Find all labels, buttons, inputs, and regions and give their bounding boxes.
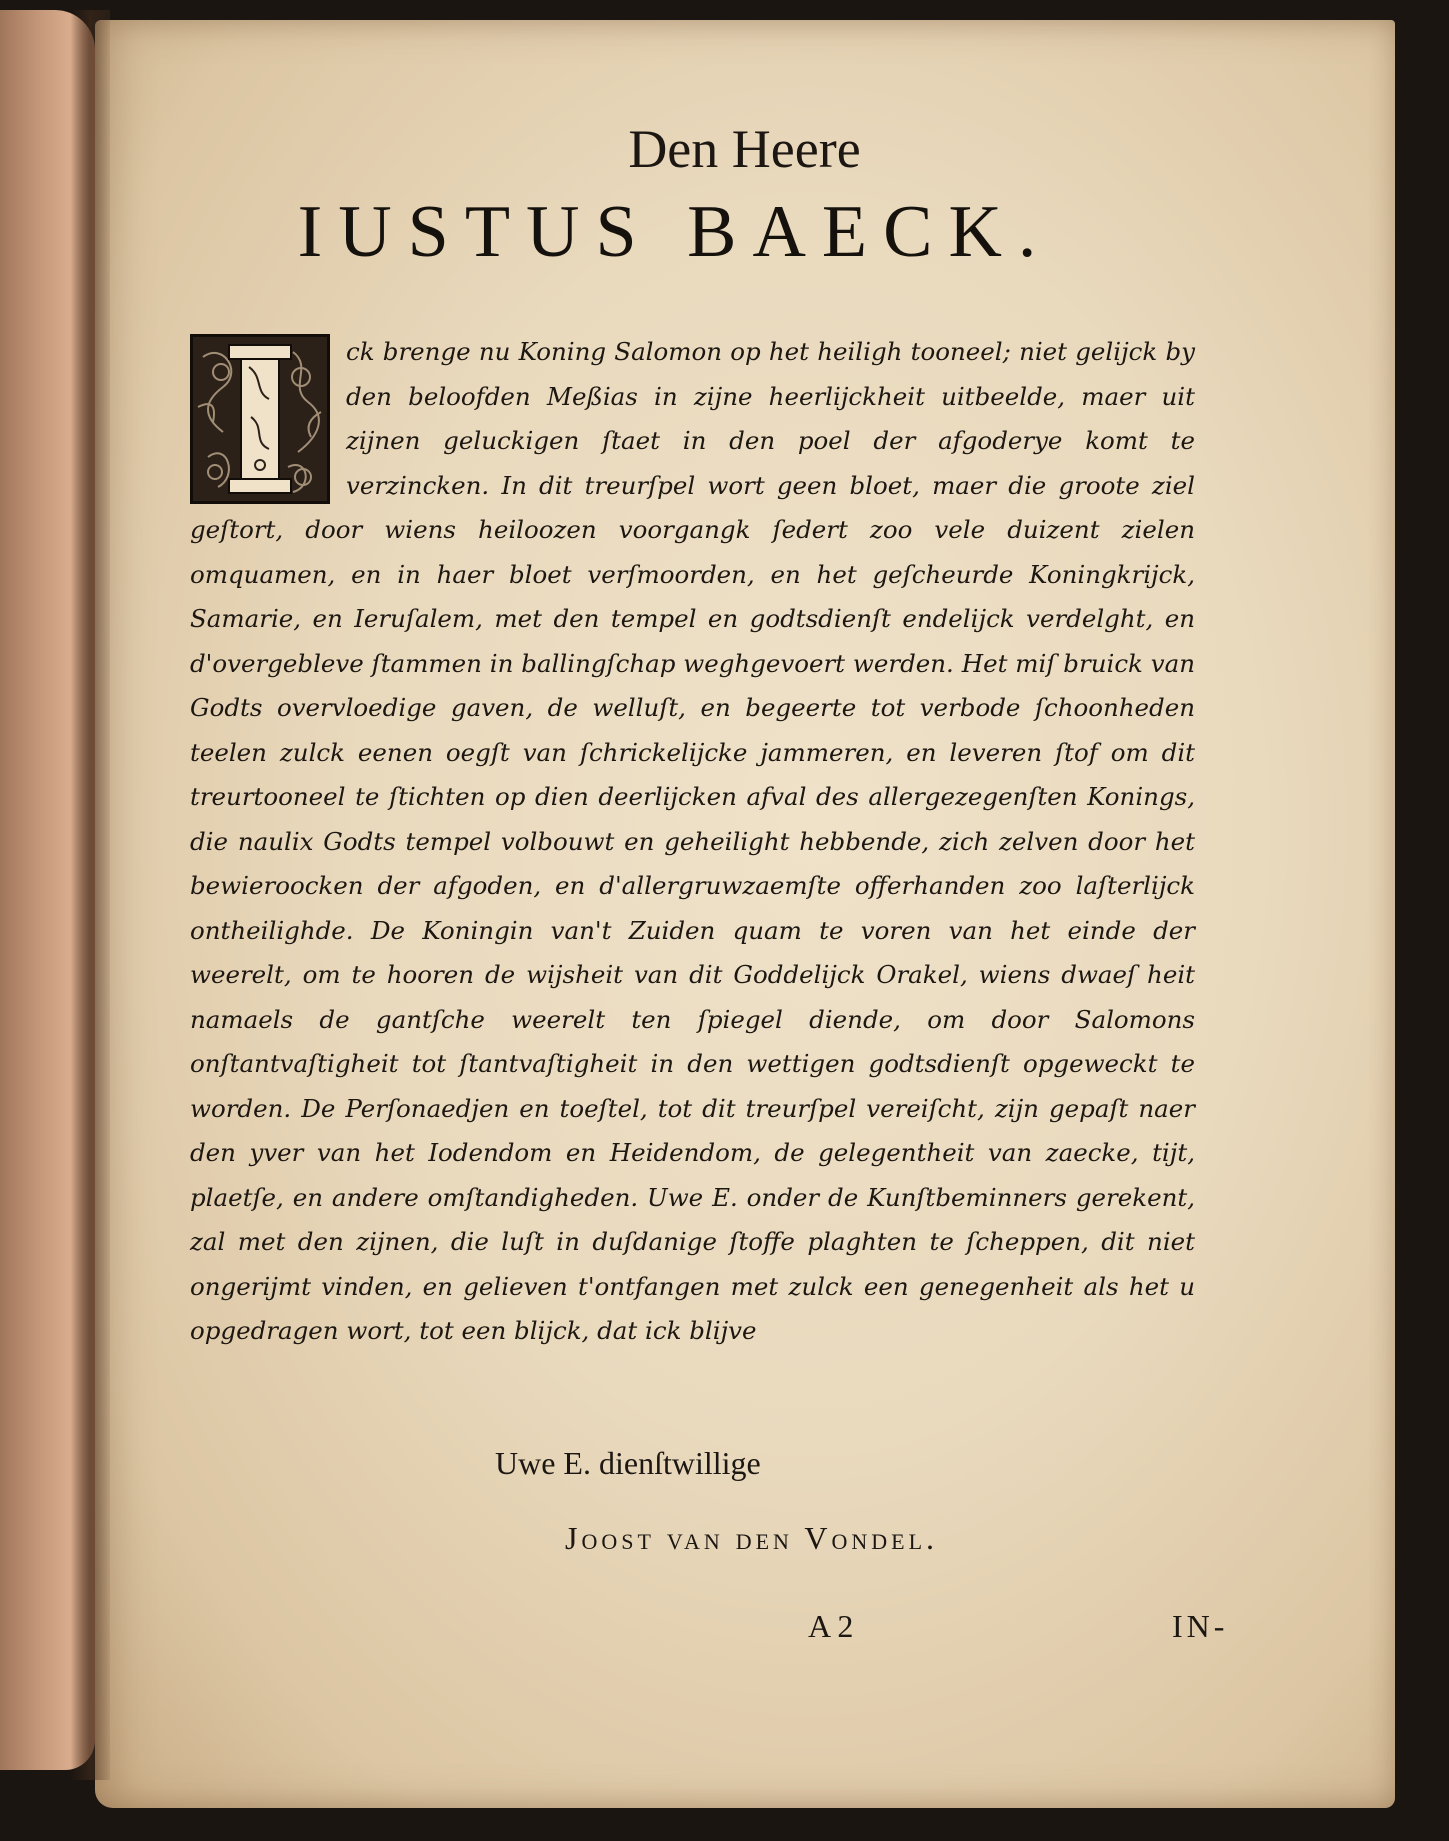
decorated-initial-icon: [193, 337, 327, 501]
dedicatee-title: IUSTUS BAECK.: [297, 191, 1053, 273]
dedication-body: [190, 330, 1195, 1354]
body-text: ck brenge nu Koning Salomon op het heiligh tooneel; niet gelijck by den beloofden Meßias in zijne heerlijckheit uitbeelde, maer uit zijnen geluckigen ſtaet in den poel der afgoderye komt te verzincken. In dit treurſpel wort geen bloet, maer die groote ziel geſtort, door wiens heiloozen voorgangk ſedert zoo vele duizent zielen omquamen, en in haer bloet verſmoorden, en het geſcheurde Koningkrijck, Samarie, en Ieruſalem, met den tempel en godtsdienſt endelijck verdelght, en d'overgebleve ſtammen in ballingſchap weghgevoert werden. Het miſ bruick van Godts overvloedige gaven, de welluſt, en begeerte tot verbode ſchoonheden teelen zulck eenen oegſt van ſchrickelijcke jammeren, en leveren ſtof om dit treurtooneel te ſtichten op dien deerlijcken afval des allergezegenſten Konings, die naulix Godts tempel volbouwt en geheilight hebbende, zich zelven door het bewieroocken der afgoden, en d'allergruwzaemſte offerhanden zoo laſterlijck ontheilighde. De Koningin van't Zuiden quam te voren van het einde der weerelt, om te hooren de wijsheit van dit Goddelijck Orakel, wiens dwaeſ heit namaels de gantſche weerelt ten ſpiegel diende, om door Salomons onſtantvaſtigheit tot ſtantvaſtigheit in den wettigen godtsdienſt opgeweckt te worden. De Perſonaedjen en toeſtel, tot dit treurſpel vereiſcht, zijn gepaſt naer den yver van het Iodendom en Heidendom, de gelegentheit van zaecke, tijt, plaetſe, en andere omſtandigheden. Uwe E. onder de Kunſtbeminners gerekent, zal met den zijnen, die luſt in duſdanige ſtoffe plaghten te ſcheppen, dit niet ongerijmt vinden, en gelieven t'ontfangen met zulck een genegenheit als het u opgedragen wort, tot een blijck, dat ick blijve: [190, 337, 1195, 1345]
decorated-initial: [190, 334, 330, 504]
closing-salutation: Uwe E. dienſtwillige: [495, 1445, 761, 1481]
signature-mark: A 2: [808, 1608, 854, 1644]
running-head: Den Heere: [628, 119, 861, 179]
catchword: IN-: [1172, 1608, 1229, 1644]
author-signature: Joost van den Vondel.: [565, 1520, 939, 1556]
gutter-shadow: [70, 10, 110, 1780]
